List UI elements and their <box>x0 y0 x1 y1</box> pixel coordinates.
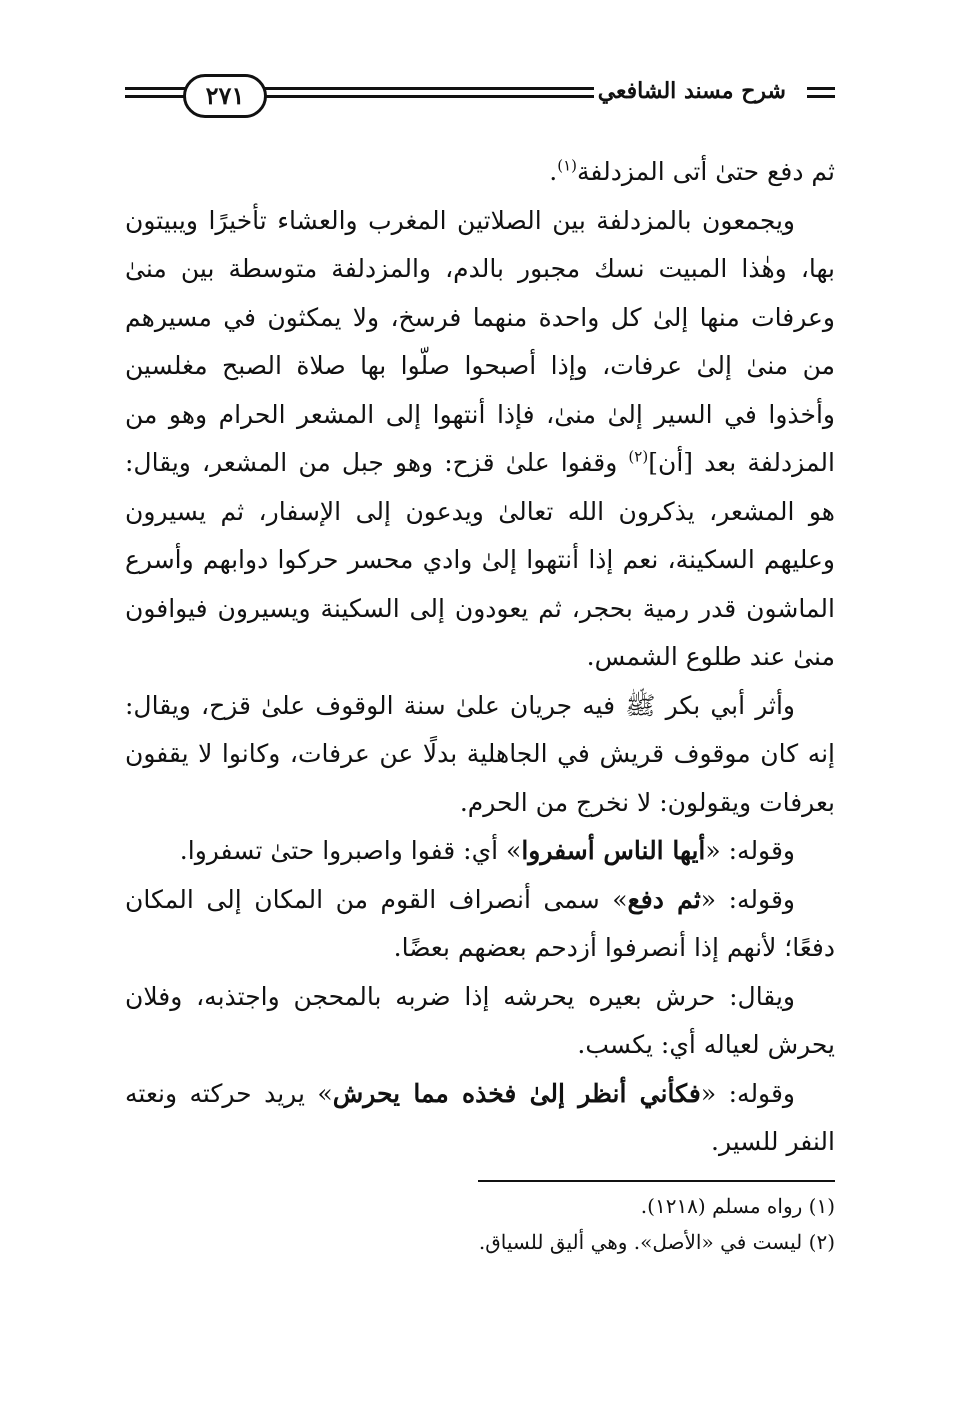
page-header <box>125 70 835 120</box>
paragraph: ثم دفع حتىٰ أتى المزدلفة$^{(١)}$. <box>549 156 835 186</box>
paragraph: وقوله: «أيها الناس أسفروا» أي: قفوا واصبروا حتىٰ تسفروا. <box>179 836 795 865</box>
footnote-ref: (١) <box>557 156 578 175</box>
quoted-hadith: ثم دفع <box>627 884 701 914</box>
running-title: شرح مسند الشافعي <box>594 78 790 104</box>
quoted-hadith: فكأني أنظر إلىٰ فخذه مما يحرش <box>332 1078 701 1108</box>
header-rule-middle-top <box>255 87 615 90</box>
paragraph: وقوله: «ثم دفع» سمى أنصراف القوم من المكان إلى المكان دفعًا؛ لأنهم إذا أنصرفوا أزدحم بعضهم بعضًا. <box>125 884 835 962</box>
paragraph: ويقال: حرش بعيره يحرشه إذا ضربه بالمحجن واجتذبه، وفلان يحرش لعياله أي: يكسب. <box>125 981 835 1059</box>
paragraph: ويجمعون بالمزدلفة بين الصلاتين المغرب والعشاء تأخيرًا ويبيتون بها، وهٰذا المبيت نسك مجبور بالدم، والمزدلفة متوسطة بين منىٰ وعرفات منها إلىٰ كل واحدة منهما فرسخ، ولا يمكثون في مسيرهم من منىٰ إلىٰ عرفات، وإذا أصبحوا صلّوا بها صلاة الصبح مغلسين وأخذوا في السير إلىٰ منىٰ، فإذا أنتهوا إلى المشعر الحرام وهو من المزدلفة بعد [أن]$^{(٢)}$ وقفوا علىٰ قزح: وهو جبل من المشعر، ويقال: هو المشعر، يذكرون الله تعالىٰ ويدعون إلى الإسفار، ثم يسيرون وعليهم السكينة، نعم إذا أنتهوا إلىٰ وادي محسر حركوا دوابهم وأسرع الماشون قدر رمية بحجر، ثم يعودون إلى السكينة ويسيرون فيوافون منىٰ عند طلوع الشمس. <box>125 205 835 671</box>
footnote-separator <box>478 1180 835 1182</box>
header-rule-right-bottom <box>807 95 835 98</box>
paragraph: وقوله: «فكأني أنظر إلىٰ فخذه مما يحرش» يريد حركته ونعته النفر للسير. <box>125 1078 835 1156</box>
footnotes <box>125 1188 835 1260</box>
header-rule-middle-bottom <box>255 95 615 98</box>
paragraph: وأثر أبي بكر ﷺ فيه جريان علىٰ سنة الوقوف علىٰ قزح، ويقال: إنه كان موقوف قريش في الجاهلية بدلًا عن عرفات، وكانوا لا يقفون بعرفات ويقولون: لا نخرج من الحرم. <box>125 690 835 817</box>
main-text <box>125 148 835 1167</box>
page-number: ٢٧١ <box>205 81 245 110</box>
header-rule-right-top <box>807 87 835 90</box>
footnote-ref: (٢) <box>628 447 649 466</box>
footnote: (١) رواه مسلم (١٢١٨). <box>640 1194 835 1218</box>
footnote: (٢) ليست في «الأصل». وهي أليق للسياق. <box>478 1230 835 1254</box>
quoted-hadith: أيها الناس أسفروا <box>521 836 706 865</box>
page-number-badge <box>183 74 267 118</box>
